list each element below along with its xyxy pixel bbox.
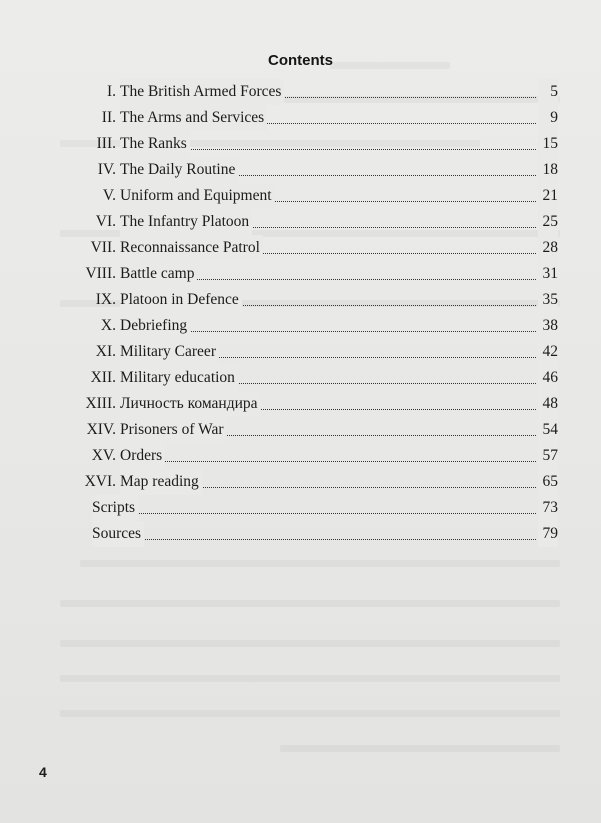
toc-entry-number: XI. [95, 343, 116, 360]
toc-entry-title: Prisoners of War [120, 417, 227, 443]
toc-entry[interactable] [42, 365, 558, 391]
toc-entry-number: VI. [95, 213, 116, 230]
page-number: 4 [39, 764, 47, 780]
bleed-through-line [60, 640, 560, 647]
toc-entry-page: 25 [538, 209, 558, 235]
toc-entry[interactable] [42, 417, 558, 443]
toc-entry[interactable] [42, 105, 558, 131]
toc-entry-page: 48 [538, 391, 558, 417]
bleed-through-line [280, 745, 560, 752]
toc-entry-title: The British Armed Forces [120, 79, 284, 105]
toc-entry-title: Platoon in Defence [120, 287, 242, 313]
toc-entry-page: 28 [538, 235, 558, 261]
toc-entry[interactable] [42, 261, 558, 287]
table-of-contents [42, 79, 558, 547]
toc-entry-title: Debriefing [120, 313, 190, 339]
toc-entry-page: 57 [538, 443, 558, 469]
toc-entry-page: 9 [538, 105, 558, 131]
toc-entry[interactable] [42, 313, 558, 339]
toc-entry[interactable] [42, 287, 558, 313]
toc-entry-page: 73 [538, 495, 558, 521]
toc-entry-number: VIII. [85, 265, 116, 282]
toc-entry[interactable] [42, 521, 558, 547]
toc-entry-title: The Arms and Services [120, 105, 267, 131]
dot-leader [122, 539, 536, 540]
toc-entry-page: 54 [538, 417, 558, 443]
toc-entry-number: IV. [97, 161, 116, 178]
toc-entry-page: 18 [538, 157, 558, 183]
toc-entry-page: 15 [538, 131, 558, 157]
bleed-through-line [60, 710, 560, 717]
toc-entry-number: X. [100, 317, 116, 334]
toc-entry-number: XVI. [84, 473, 116, 490]
toc-entry-page: 46 [538, 365, 558, 391]
toc-entry-title: The Ranks [120, 131, 190, 157]
toc-entry-number: VII. [90, 239, 116, 256]
toc-entry[interactable] [42, 209, 558, 235]
bleed-through-line [60, 600, 560, 607]
toc-entry-number: XII. [90, 369, 116, 386]
toc-entry-title: Military Career [120, 339, 219, 365]
toc-entry-title: The Infantry Platoon [120, 209, 252, 235]
toc-entry-title: Reconnaissance Patrol [120, 235, 263, 261]
toc-entry[interactable] [42, 495, 558, 521]
toc-entry-title: Sources [92, 521, 144, 547]
toc-entry-title: Battle camp [120, 261, 197, 287]
toc-entry[interactable] [42, 79, 558, 105]
dot-leader [122, 461, 536, 462]
toc-entry-number: XV. [91, 447, 116, 464]
toc-entry[interactable] [42, 235, 558, 261]
contents-title: Contents [268, 52, 333, 69]
toc-entry-title: Military education [120, 365, 238, 391]
toc-entry[interactable] [42, 443, 558, 469]
toc-entry[interactable] [42, 339, 558, 365]
toc-entry[interactable] [42, 131, 558, 157]
toc-entry-number: V. [102, 187, 116, 204]
toc-entry-page: 5 [538, 79, 558, 105]
toc-entry-number: I. [106, 83, 116, 100]
toc-entry-page: 38 [538, 313, 558, 339]
toc-entry-title: Map reading [120, 469, 202, 495]
bleed-through-line [80, 560, 560, 567]
toc-entry-page: 31 [538, 261, 558, 287]
toc-entry[interactable] [42, 391, 558, 417]
toc-entry-number: XIV. [86, 421, 116, 438]
toc-entry-page: 42 [538, 339, 558, 365]
toc-entry-page: 79 [538, 521, 558, 547]
toc-entry-number: II. [101, 109, 116, 126]
toc-entry-page: 21 [538, 183, 558, 209]
toc-entry-title: Личность командира [120, 391, 261, 417]
toc-entry-number: IX. [95, 291, 116, 308]
toc-entry-title: Uniform and Equipment [120, 183, 275, 209]
dot-leader [122, 513, 536, 514]
bleed-through-line [60, 675, 560, 682]
toc-entry[interactable] [42, 157, 558, 183]
toc-entry-title: Scripts [92, 495, 138, 521]
toc-entry-page: 65 [538, 469, 558, 495]
toc-entry-title: Orders [120, 443, 165, 469]
toc-entry-title: The Daily Routine [120, 157, 238, 183]
toc-entry-number: XIII. [85, 395, 116, 412]
toc-entry[interactable] [42, 183, 558, 209]
toc-entry-number: III. [96, 135, 116, 152]
toc-entry[interactable] [42, 469, 558, 495]
toc-entry-page: 35 [538, 287, 558, 313]
